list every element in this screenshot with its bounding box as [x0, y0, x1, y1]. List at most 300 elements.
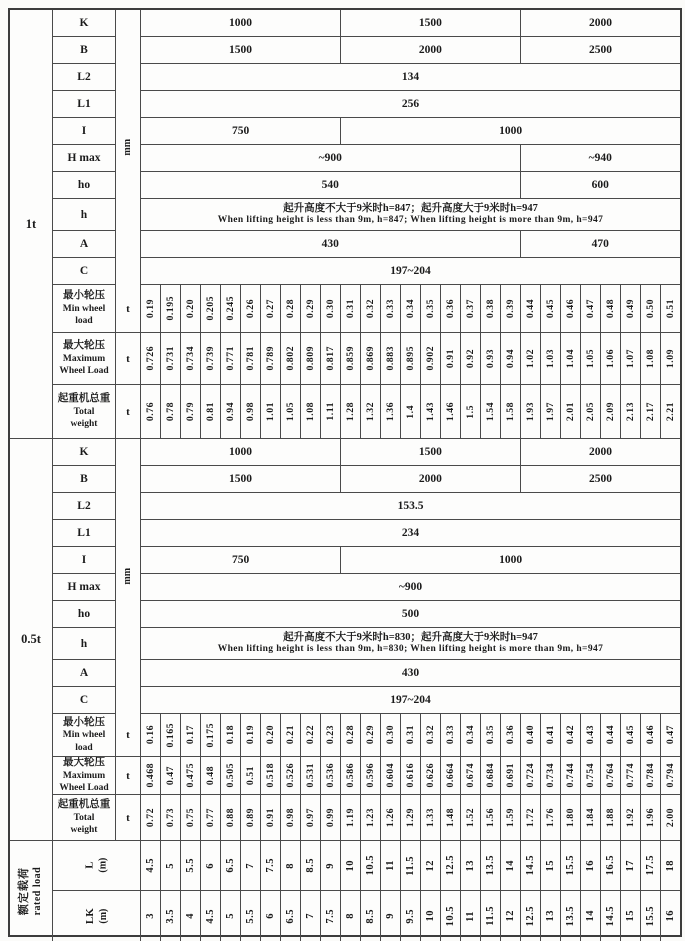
footer-value-cell	[321, 841, 341, 890]
spec-value-cell	[141, 10, 341, 36]
data-value-text: 0.97	[305, 807, 316, 828]
footer-value-text: 9.5	[405, 908, 416, 924]
data-value-text: 0.32	[425, 725, 436, 745]
data-value-cell	[621, 385, 641, 438]
data-value-cell	[381, 795, 401, 840]
data-value-text: 1.56	[485, 807, 496, 828]
data-value-cell	[661, 385, 680, 438]
data-value-cell	[541, 757, 561, 794]
param-text: L1	[77, 98, 91, 110]
param-text: h	[80, 208, 88, 221]
data-value-text: 0.744	[565, 763, 576, 788]
data-value-text: 1.28	[345, 401, 356, 422]
footer-value-text: 10.5	[365, 855, 376, 876]
data-value-cell	[661, 795, 680, 840]
footer-value-text: 13.5	[565, 905, 576, 927]
data-value-cell	[361, 757, 381, 794]
row-label	[53, 385, 116, 438]
footer-label-unit: (m)	[97, 858, 109, 873]
data-value-text: 0.43	[585, 725, 596, 745]
unit-text: t	[126, 302, 130, 315]
spec-value-cell	[341, 439, 521, 465]
data-value-cell	[181, 795, 201, 840]
data-value-cell	[501, 757, 521, 794]
rated-load-en: rated load	[31, 866, 43, 916]
footer-value-cell	[321, 891, 341, 941]
data-value-text: 0.30	[325, 298, 336, 319]
row-label-zh: 最小轮压	[63, 716, 105, 728]
data-value-text: 1.97	[545, 401, 556, 422]
capacity-label	[10, 10, 53, 438]
data-value-text: 0.36	[445, 298, 456, 319]
footer-value-text: 6	[205, 862, 216, 869]
data-value-cell	[581, 385, 601, 438]
data-value-cell	[201, 757, 221, 794]
data-value-text: 1.59	[505, 807, 516, 828]
spec-value-cell	[141, 64, 680, 90]
footer-value-text: 7	[245, 862, 256, 869]
data-value-cell	[361, 714, 381, 756]
footer-value-cell	[601, 841, 621, 890]
footer-value-cell	[301, 841, 321, 890]
spec-value-text: 1500	[228, 473, 252, 485]
data-value-text: 0.51	[665, 298, 676, 319]
data-value-cell	[321, 714, 341, 756]
footer-value-text: 6.5	[285, 908, 296, 924]
data-row	[53, 757, 680, 795]
data-value-cell	[601, 795, 621, 840]
footer-value-cell	[341, 841, 361, 890]
param-text: C	[79, 265, 89, 277]
data-value-text: 0.764	[605, 763, 616, 788]
spec-value-cell	[521, 145, 680, 171]
param-label	[53, 172, 115, 199]
spec-value-text: ~900	[398, 581, 423, 593]
spec-value-text: 750	[232, 554, 250, 566]
param-text: ho	[77, 179, 91, 191]
data-value-cell	[381, 285, 401, 332]
spec-value-cell	[141, 172, 521, 198]
data-value-cell	[661, 333, 680, 384]
spec-value-text: 1500	[418, 17, 442, 29]
spec-value-cell	[141, 601, 680, 627]
spec-row	[141, 687, 680, 714]
unit-cell-t	[116, 757, 141, 794]
data-value-cell	[481, 333, 501, 384]
param-label	[53, 466, 115, 493]
data-value-text: 1.4	[405, 404, 416, 419]
row-label-zh: 最大轮压	[63, 340, 105, 352]
spec-value-text: 2000	[418, 473, 442, 485]
footer-value-cell	[261, 841, 281, 890]
data-value-cell	[301, 385, 321, 438]
data-value-text: 0.664	[445, 763, 456, 788]
data-value-text: 0.20	[185, 298, 196, 319]
data-value-cell	[261, 285, 281, 332]
data-value-text: 0.739	[205, 346, 216, 371]
data-value-cell	[481, 285, 501, 332]
param-label	[53, 687, 115, 714]
data-value-text: 0.734	[185, 346, 196, 371]
spec-value-cell	[141, 547, 341, 573]
footer-value-cell	[521, 841, 541, 890]
unit-text: mm	[121, 568, 133, 585]
data-value-text: 1.23	[365, 807, 376, 828]
data-value-cell	[661, 757, 680, 794]
footer-value-cell	[541, 841, 561, 890]
spec-value-cell	[521, 439, 680, 465]
data-value-cell	[281, 795, 301, 840]
data-value-cell	[641, 333, 661, 384]
footer-value-cell	[361, 891, 381, 941]
param-column	[53, 439, 116, 714]
footer-value-cell	[501, 891, 521, 941]
spec-value-cell	[521, 37, 680, 63]
spec-table	[8, 8, 682, 937]
data-value-text: 0.34	[465, 725, 476, 745]
data-value-cell	[581, 285, 601, 332]
unit-cell-mm	[116, 439, 141, 714]
data-value-cell	[141, 333, 161, 384]
footer-value-cell	[661, 891, 680, 941]
data-value-text: 0.17	[185, 725, 196, 745]
data-value-text: 1.80	[565, 807, 576, 828]
param-label	[53, 10, 115, 37]
data-value-text: 1.36	[385, 401, 396, 422]
data-value-text: 1.01	[265, 401, 276, 422]
data-value-cell	[461, 385, 481, 438]
data-value-text: 0.902	[425, 346, 436, 371]
data-value-cell	[401, 285, 421, 332]
footer-value-text: 3.5	[165, 908, 176, 924]
row-label-en: Wheel Load	[59, 783, 109, 794]
section-body	[53, 10, 680, 438]
param-text: A	[79, 238, 89, 250]
data-value-cell	[321, 285, 341, 332]
data-value-text: 1.04	[565, 348, 576, 369]
data-value-text: 0.44	[525, 298, 536, 319]
data-value-cell	[521, 333, 541, 384]
unit-text: t	[126, 405, 130, 418]
data-value-cell	[561, 385, 581, 438]
row-label	[53, 285, 116, 332]
spec-value-text: 1000	[499, 125, 523, 137]
data-value-cell	[641, 714, 661, 756]
data-value-text: 0.18	[225, 725, 236, 745]
capacity-text: 0.5t	[21, 632, 41, 646]
footer-value-text: 14.5	[605, 905, 616, 927]
footer-value-text: 15	[625, 910, 636, 922]
data-value-cell	[241, 385, 261, 438]
data-value-text: 0.92	[465, 348, 476, 369]
data-value-cell	[441, 795, 461, 840]
data-value-cell	[261, 757, 281, 794]
data-value-text: 0.93	[485, 348, 496, 369]
footer-value-cell	[621, 891, 641, 941]
spec-value-text: 600	[591, 179, 609, 191]
footer-value-cell	[261, 891, 281, 941]
rated-load-text	[18, 867, 44, 916]
row-label	[53, 795, 116, 840]
param-label	[53, 199, 115, 231]
data-value-text: 0.23	[325, 725, 336, 745]
footer-value-text: 5	[165, 862, 176, 869]
data-value-cell	[181, 714, 201, 756]
data-value-text: 0.16	[145, 725, 156, 745]
data-value-text: 0.36	[505, 725, 516, 745]
footer-value-text: 15.5	[645, 905, 656, 927]
data-value-cell	[601, 285, 621, 332]
footer-value-cell	[201, 841, 221, 890]
footer-value-text: 10	[345, 859, 356, 872]
data-value-text: 0.21	[285, 725, 296, 745]
data-value-cell	[361, 795, 381, 840]
data-value-text: 0.33	[445, 725, 456, 745]
data-value-text: 0.32	[365, 298, 376, 319]
footer-value-cell	[421, 841, 441, 890]
data-value-text: 1.26	[385, 807, 396, 828]
footer-label-rotated	[83, 858, 109, 873]
param-label	[53, 628, 115, 660]
footer-value-text: 8.5	[365, 908, 376, 924]
data-value-text: 1.92	[625, 807, 636, 828]
param-label	[53, 145, 115, 172]
param-text: I	[81, 125, 87, 137]
data-value-text: 0.518	[265, 763, 276, 788]
param-label	[53, 547, 115, 574]
data-value-text: 2.00	[665, 807, 676, 828]
data-value-text: 1.88	[605, 807, 616, 828]
data-value-cell	[561, 714, 581, 756]
data-value-text: 0.49	[625, 298, 636, 319]
data-value-cell	[581, 795, 601, 840]
data-value-text: 0.475	[185, 763, 196, 788]
footer-row	[53, 891, 680, 941]
data-value-text: 0.789	[265, 346, 276, 371]
footer-value-text: 17.5	[645, 855, 656, 876]
footer-row-label	[53, 841, 141, 890]
data-value-cell	[461, 757, 481, 794]
footer-value-text: 11.5	[485, 906, 496, 926]
param-text: L2	[77, 500, 91, 512]
row-label-en: Maximum	[62, 770, 106, 781]
data-value-cell	[281, 385, 301, 438]
data-value-cell	[501, 333, 521, 384]
data-value-text: 1.02	[525, 348, 536, 369]
data-value-cell	[541, 795, 561, 840]
footer-value-text: 17	[625, 859, 636, 872]
footer-value-cell	[481, 891, 501, 941]
data-value-text: 0.44	[605, 725, 616, 745]
param-label	[53, 64, 115, 91]
note-en: When lifting height is less than 9m, h=830; When lifting height is more than 9m, h=947	[217, 644, 604, 655]
footer-value-cell	[561, 841, 581, 890]
spec-value-text: 1000	[228, 446, 252, 458]
data-value-cell	[541, 385, 561, 438]
footer-row	[53, 841, 680, 891]
param-text: K	[79, 17, 89, 29]
spec-value-text: 153.5	[397, 500, 424, 512]
data-value-text: 0.22	[305, 725, 316, 745]
unit-label	[122, 568, 135, 585]
data-value-cell	[301, 285, 321, 332]
spec-value-text: 1500	[228, 44, 252, 56]
data-value-cell	[381, 714, 401, 756]
footer-value-text: 11.5	[405, 855, 416, 876]
data-value-text: 0.91	[265, 807, 276, 828]
data-value-text: 0.859	[345, 346, 356, 371]
unit-text: t	[126, 352, 130, 365]
data-value-text: 1.06	[605, 348, 616, 369]
data-value-cell	[421, 795, 441, 840]
footer-value-cell	[501, 841, 521, 890]
data-value-text: 0.40	[525, 725, 536, 745]
data-value-cell	[441, 757, 461, 794]
data-value-cell	[661, 714, 680, 756]
spec-row	[141, 258, 680, 285]
data-value-cell	[281, 714, 301, 756]
data-value-text: 1.84	[585, 807, 596, 828]
data-value-text: 1.05	[285, 401, 296, 422]
spec-row	[141, 37, 680, 64]
data-value-text: 0.45	[545, 298, 556, 319]
footer-label-text: LK	[83, 908, 96, 924]
data-value-text: 0.28	[285, 298, 296, 319]
footer-value-cell	[481, 841, 501, 890]
data-value-cell	[381, 757, 401, 794]
data-value-cell	[601, 714, 621, 756]
data-value-text: 0.802	[285, 346, 296, 371]
data-value-text: 0.41	[545, 725, 556, 745]
data-value-cell	[481, 795, 501, 840]
spec-value-text: 1500	[418, 446, 442, 458]
row-label-zh: 起重机总重	[57, 393, 111, 405]
data-value-cell	[301, 333, 321, 384]
data-value-cell	[341, 757, 361, 794]
data-value-cell	[221, 795, 241, 840]
footer-value-text: 10.5	[445, 905, 456, 927]
data-value-cell	[401, 333, 421, 384]
data-value-text: 0.88	[225, 807, 236, 828]
data-value-text: 2.13	[625, 401, 636, 422]
data-value-text: 0.98	[285, 807, 296, 828]
footer-value-text: 13.5	[485, 855, 496, 876]
footer-value-text: 12	[425, 859, 436, 872]
data-value-cell	[261, 795, 281, 840]
footer-value-cell	[241, 841, 261, 890]
data-value-cell	[221, 385, 241, 438]
data-value-text: 0.38	[485, 298, 496, 319]
data-value-cell	[281, 757, 301, 794]
data-value-text: 1.58	[505, 401, 516, 422]
data-value-text: 0.771	[225, 346, 236, 371]
data-value-cell	[401, 757, 421, 794]
footer-value-text: 15	[545, 859, 556, 872]
data-value-cell	[201, 795, 221, 840]
data-value-text: 1.46	[445, 401, 456, 422]
footer-value-cell	[161, 841, 181, 890]
footer-value-cell	[221, 841, 241, 890]
data-value-cell	[201, 285, 221, 332]
footer-value-text: 13	[545, 910, 556, 922]
data-value-cell	[401, 795, 421, 840]
data-value-text: 0.46	[645, 725, 656, 745]
footer-value-text: 3	[145, 913, 156, 919]
data-value-cell	[181, 385, 201, 438]
param-label	[53, 493, 115, 520]
data-value-text: 0.781	[245, 346, 256, 371]
unit-text: t	[126, 729, 130, 741]
spec-value-cell	[341, 466, 521, 492]
footer-value-cell	[221, 891, 241, 941]
spec-row	[141, 231, 680, 258]
footer-value-cell	[401, 841, 421, 890]
data-value-text: 0.724	[525, 763, 536, 788]
row-label-zh: 最小轮压	[63, 290, 105, 302]
data-value-cell	[621, 285, 641, 332]
data-value-cell	[321, 333, 341, 384]
spec-row	[141, 91, 680, 118]
footer-value-cell	[461, 891, 481, 941]
param-text: H max	[67, 581, 101, 593]
data-value-cell	[521, 714, 541, 756]
data-value-text: 1.03	[545, 348, 556, 369]
data-value-text: 0.19	[145, 298, 156, 319]
footer-value-cell	[601, 891, 621, 941]
data-value-cell	[441, 714, 461, 756]
spec-value-text: 750	[232, 125, 250, 137]
row-label-zh: 起重机总重	[57, 799, 111, 811]
data-value-text: 0.73	[165, 807, 176, 828]
data-value-cell	[461, 285, 481, 332]
data-value-cell	[241, 333, 261, 384]
data-value-cell	[421, 714, 441, 756]
footer-value-text: 16	[665, 910, 676, 922]
footer-value-text: 5	[225, 913, 236, 919]
data-value-cell	[561, 285, 581, 332]
data-value-text: 0.165	[165, 722, 176, 748]
data-value-cell	[261, 385, 281, 438]
data-value-cell	[421, 285, 441, 332]
footer-value-text: 7	[305, 913, 316, 919]
data-value-cell	[421, 385, 441, 438]
footer-value-cell	[621, 841, 641, 890]
unit-text: t	[126, 769, 130, 782]
data-value-cell	[481, 385, 501, 438]
unit-cell-mm	[116, 10, 141, 285]
spec-row	[141, 493, 680, 520]
data-value-cell	[241, 757, 261, 794]
data-value-text: 0.91	[445, 348, 456, 369]
data-value-text: 2.17	[645, 401, 656, 422]
row-label-en: Min wheel	[62, 730, 106, 741]
data-value-cell	[301, 757, 321, 794]
data-value-cell	[481, 757, 501, 794]
data-values	[141, 714, 680, 756]
data-value-cell	[141, 757, 161, 794]
data-value-text: 0.35	[485, 725, 496, 745]
data-value-cell	[561, 757, 581, 794]
data-value-text: 1.05	[585, 348, 596, 369]
spec-block	[53, 10, 680, 285]
spec-value-cell	[141, 660, 680, 686]
data-value-text: 0.626	[425, 763, 436, 788]
spec-value-cell	[521, 172, 680, 198]
data-value-text: 1.11	[325, 402, 336, 421]
unit-cell-t	[116, 333, 141, 384]
data-value-text: 0.731	[165, 346, 176, 371]
data-value-cell	[481, 714, 501, 756]
